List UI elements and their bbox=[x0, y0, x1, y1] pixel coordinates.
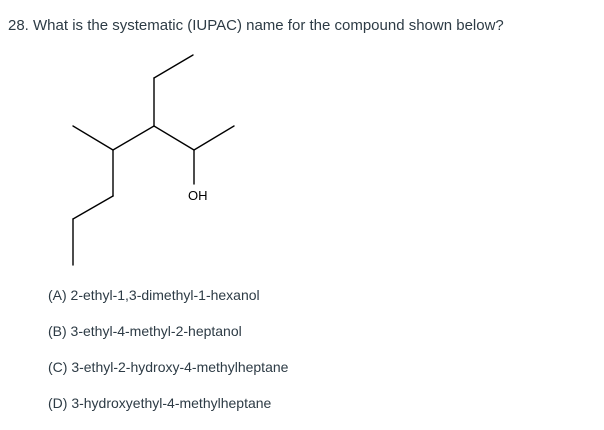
choice-d[interactable]: (D) 3-hydroxyethyl-4-methylheptane bbox=[48, 395, 272, 411]
choice-b[interactable]: (B) 3-ethyl-4-methyl-2-heptanol bbox=[48, 323, 242, 339]
bond bbox=[73, 196, 113, 219]
question-text: 28. What is the systematic (IUPAC) name for the compound shown below? bbox=[8, 17, 504, 34]
bond bbox=[113, 126, 154, 150]
bond bbox=[154, 126, 194, 150]
choice-a[interactable]: (A) 2-ethyl-1,3-dimethyl-1-hexanol bbox=[48, 287, 260, 303]
answer-choices bbox=[48, 286, 288, 430]
bond bbox=[154, 55, 193, 78]
hydroxyl-label: OH bbox=[188, 188, 208, 203]
choice-c[interactable]: (C) 3-ethyl-2-hydroxy-4-methylheptane bbox=[48, 359, 289, 375]
bond bbox=[194, 126, 234, 150]
bond bbox=[73, 126, 113, 150]
